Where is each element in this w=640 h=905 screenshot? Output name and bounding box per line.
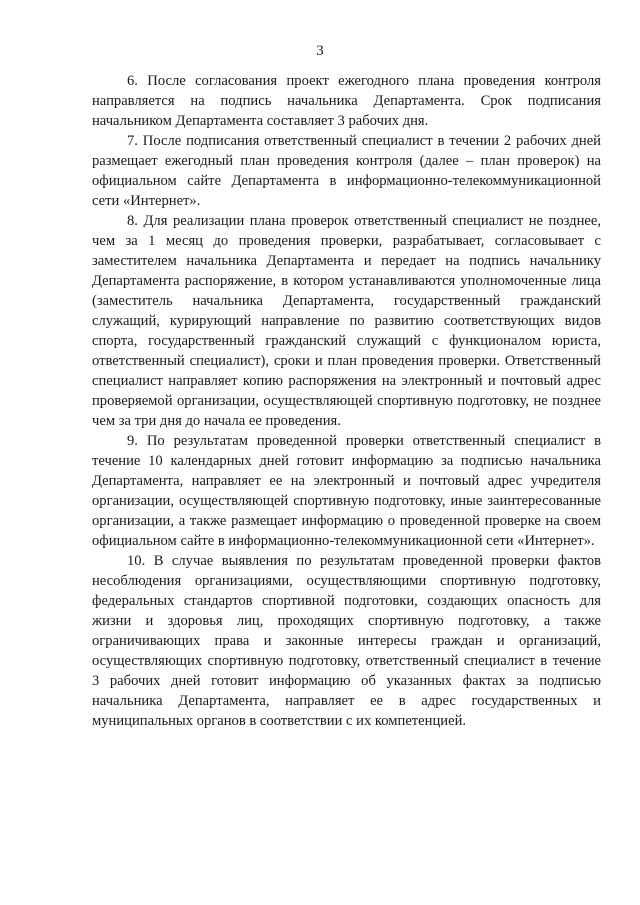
paragraph-9: 9. По результатам проведенной проверки ответственный специалист в течение 10 календарных дней готовит информацию за подписью начальника Департамента, направляет ее на электронный и почтовый адрес учредителя организации, осуществляющей спортивную подготовку, иные заинтересованные организации, а также размещает информацию о проведенной проверке на своем официальном сайте в информационно-телекоммуникационной сети «Интернет». xyxy=(92,433,601,549)
paragraph-10: 10. В случае выявления по результатам проведенной проверки фактов несоблюдения организациями, осуществляющими спортивную подготовку, федеральных стандартов спортивной подготовки, создающих опасность для жизни и здоровья лиц, проходящих спортивную подготовку, а также ограничивающих права и законные интересы граждан и организаций, осуществляющих спортивную подготовку, ответственный специалист в течение 3 рабочих дней готовит информацию об указанных фактах за подписью начальника Департамента, направляет ее в адрес государственных и муниципальных органов в соответствии с их компетенцией. xyxy=(92,553,601,729)
document-body xyxy=(92,71,601,731)
paragraph-6: 6. После согласования проект ежегодного плана проведения контроля направляется на подпись начальника Департамента. Срок подписания начальником Департамента составляет 3 рабочих дня. xyxy=(92,73,601,129)
paragraph-8: 8. Для реализации плана проверок ответственный специалист не позднее, чем за 1 месяц до проведения проверки, разрабатывает, согласовывает с заместителем начальника Департамента и передает на подпись начальнику Департамента распоряжение, в котором устанавливаются уполномоченные лица (заместитель начальника Департамента, государственный гражданский служащий, курирующий направление по развитию соответствующих видов спорта, государственный гражданский служащий с функционалом юриста, ответственный специалист), сроки и план проведения проверки. Ответственный специалист направляет копию распоряжения на электронный и почтовый адрес проверяемой организации, осуществляющей спортивную подготовку, не позднее чем за три дня до начала ее проведения. xyxy=(92,213,601,429)
page-number: 3 xyxy=(316,43,324,59)
paragraph-7: 7. После подписания ответственный специалист в течении 2 рабочих дней размещает ежегодный план проведения контроля (далее – план проверок) на официальном сайте Департамента в информационно-телекоммуникационной сети «Интернет». xyxy=(92,133,601,209)
